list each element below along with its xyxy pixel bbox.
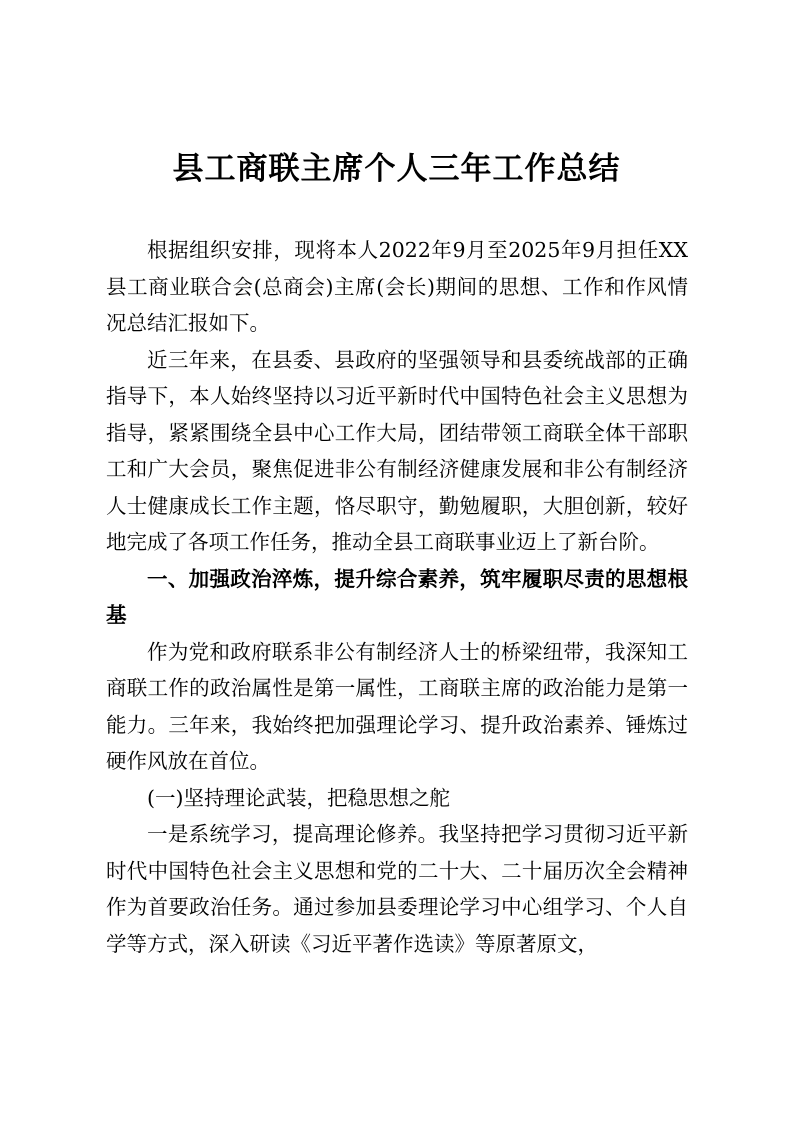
paragraph-section-1-intro: 作为党和政府联系非公有制经济人士的桥梁纽带，我深知工商联工作的政治属性是第一属性，工商联主席的政治能力是第一能力。三年来，我始终把加强理论学习、提升政治素养、锤炼过硬作风放在首位。 (106, 639, 688, 773)
document-body (106, 232, 688, 962)
paragraph-overview: 近三年来，在县委、县政府的坚强领导和县委统战部的正确指导下，本人始终坚持以习近平新时代中国特色社会主义思想为指导，紧紧围绕全县中心工作大局，团结带领工商联全体干部职工和广大会员，聚焦促进非公有制经济健康发展和非公有制经济人士健康成长工作主题，恪尽职守，勤勉履职，大胆创新，较好地完成了各项工作任务，推动全县工商联事业迈上了新台阶。 (106, 347, 688, 554)
section-heading-1: 一、加强政治淬炼，提升综合素养，筑牢履职尽责的思想根基 (106, 566, 688, 627)
subsection-heading-1: (一)坚持理论武装，把稳思想之舵 (147, 785, 450, 810)
paragraph-intro: 根据组织安排，现将本人2022年9月至2025年9月担任XX县工商业联合会(总商会)主席(会长)期间的思想、工作和作风情况总结汇报如下。 (106, 238, 688, 335)
paragraph-subsection-1: 一是系统学习，提高理论修养。我坚持把学习贯彻习近平新时代中国特色社会主义思想和党的二十大、二十届历次全会精神作为首要政治任务。通过参加县委理论学习中心组学习、个人自学等方式，深入研读《习近平著作选读》等原著原文， (106, 822, 688, 956)
document-title: 县工商联主席个人三年工作总结 (172, 151, 621, 187)
